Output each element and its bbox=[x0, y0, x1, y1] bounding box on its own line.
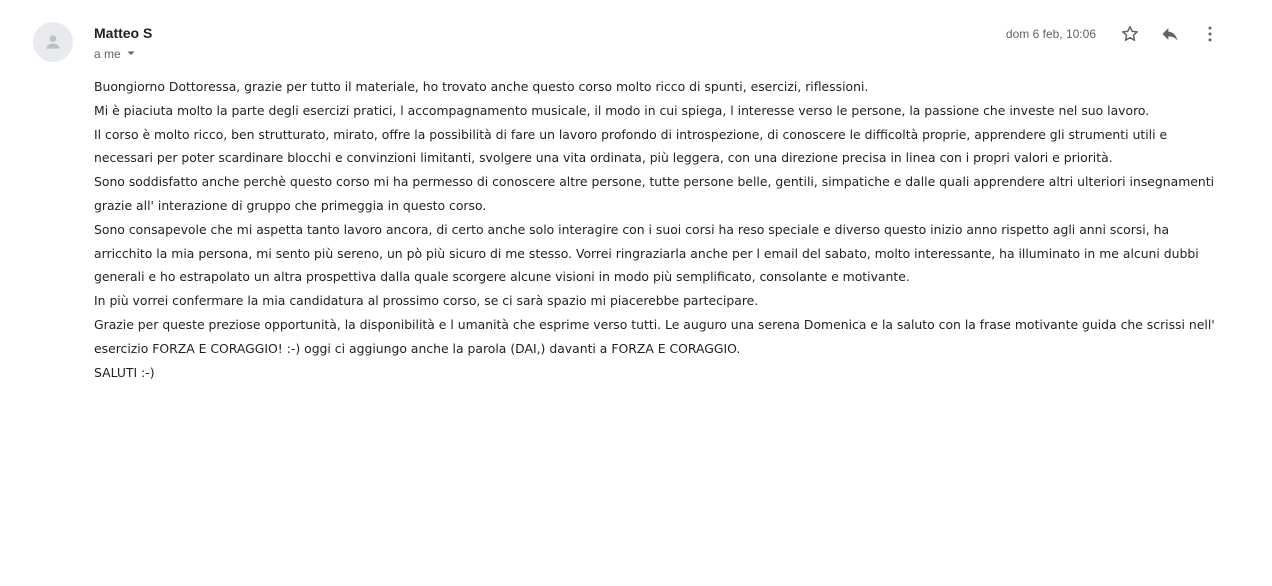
star-button[interactable] bbox=[1118, 22, 1142, 46]
more-vert-icon bbox=[1200, 24, 1220, 44]
body-paragraph: Buongiorno Dottoressa, grazie per tutto il materiale, ho trovato anche questo corso molto ricco di spunti, esercizi, riflessioni. bbox=[94, 79, 869, 94]
reply-button[interactable] bbox=[1158, 22, 1182, 46]
recipient-details-toggle[interactable] bbox=[94, 46, 136, 62]
star-outline-icon bbox=[1120, 24, 1140, 44]
recipient-label: a me bbox=[94, 47, 121, 61]
sender-avatar[interactable] bbox=[33, 22, 73, 62]
reply-icon bbox=[1160, 24, 1180, 44]
body-paragraph: Sono soddisfatto anche perchè questo corso mi ha permesso di conoscere altre persone, tutte persone belle, gentili, simpatiche e dalle quali apprendere altri ulteriori insegnamenti grazie all' interazione di gruppo che primeggia in questo corso. bbox=[94, 174, 1215, 213]
message-date[interactable]: dom 6 feb, 10:06 bbox=[1005, 27, 1096, 41]
message-body bbox=[94, 75, 1224, 384]
body-paragraph: SALUTI :-) bbox=[94, 364, 155, 380]
body-paragraph: Mi è piaciuta molto la parte degli esercizi pratici, l accompagnamento musicale, il modo in cui spiega, l interesse verso le persone, la passione che investe nel suo lavoro. bbox=[94, 102, 1150, 118]
message-actions bbox=[1006, 22, 1222, 46]
person-avatar-icon bbox=[43, 32, 63, 52]
body-paragraph: Sono consapevole che mi aspetta tanto lavoro ancora, di certo anche solo interagire con i suoi corsi ha reso speciale e diverso questo inizio anno rispetto agli anni scorsi, ha arricchito la mia persona, mi sento più sereno, un pò più sicuro di me stesso. Vorrei ringraziarla anche per l email del sabato, molto interessante, ha illuminato in me alcuni dubbi generali e ho estrapolato un altra prospettiva dalla quale scorgere alcune visioni in modo più semplificato, consolante e motivante. bbox=[94, 221, 1199, 285]
body-paragraph: Il corso è molto ricco, ben strutturato, mirato, offre la possibilità di fare un lavoro profondo di introspezione, di conoscere le difficoltà proprie, apprendere gli strumenti utili e necessari per poter scardinare blocchi e convinzioni limitanti, svolgere una vita ordinata, più leggera, con una direzione precisa in linea con i propri valori e priorità. bbox=[94, 126, 1168, 166]
more-options-button[interactable] bbox=[1198, 22, 1222, 46]
body-paragraph: In più vorrei confermare la mia candidatura al prossimo corso, se ci sarà spazio mi piacerebbe partecipare. bbox=[94, 293, 759, 309]
caret-down-icon bbox=[126, 46, 136, 62]
body-paragraph: Grazie per queste preziose opportunità, la disponibilità e l umanità che esprime verso tutti. Le auguro una serena Domenica e la saluto con la frase motivante guida che scrissi nell' esercizio FORZA E CORAGGIO! :-) oggi ci aggiungo anche la parola (DAI,) davanti a FORZA E CORAGGIO. bbox=[94, 316, 1215, 356]
sender-name[interactable]: Matteo S bbox=[94, 25, 153, 41]
